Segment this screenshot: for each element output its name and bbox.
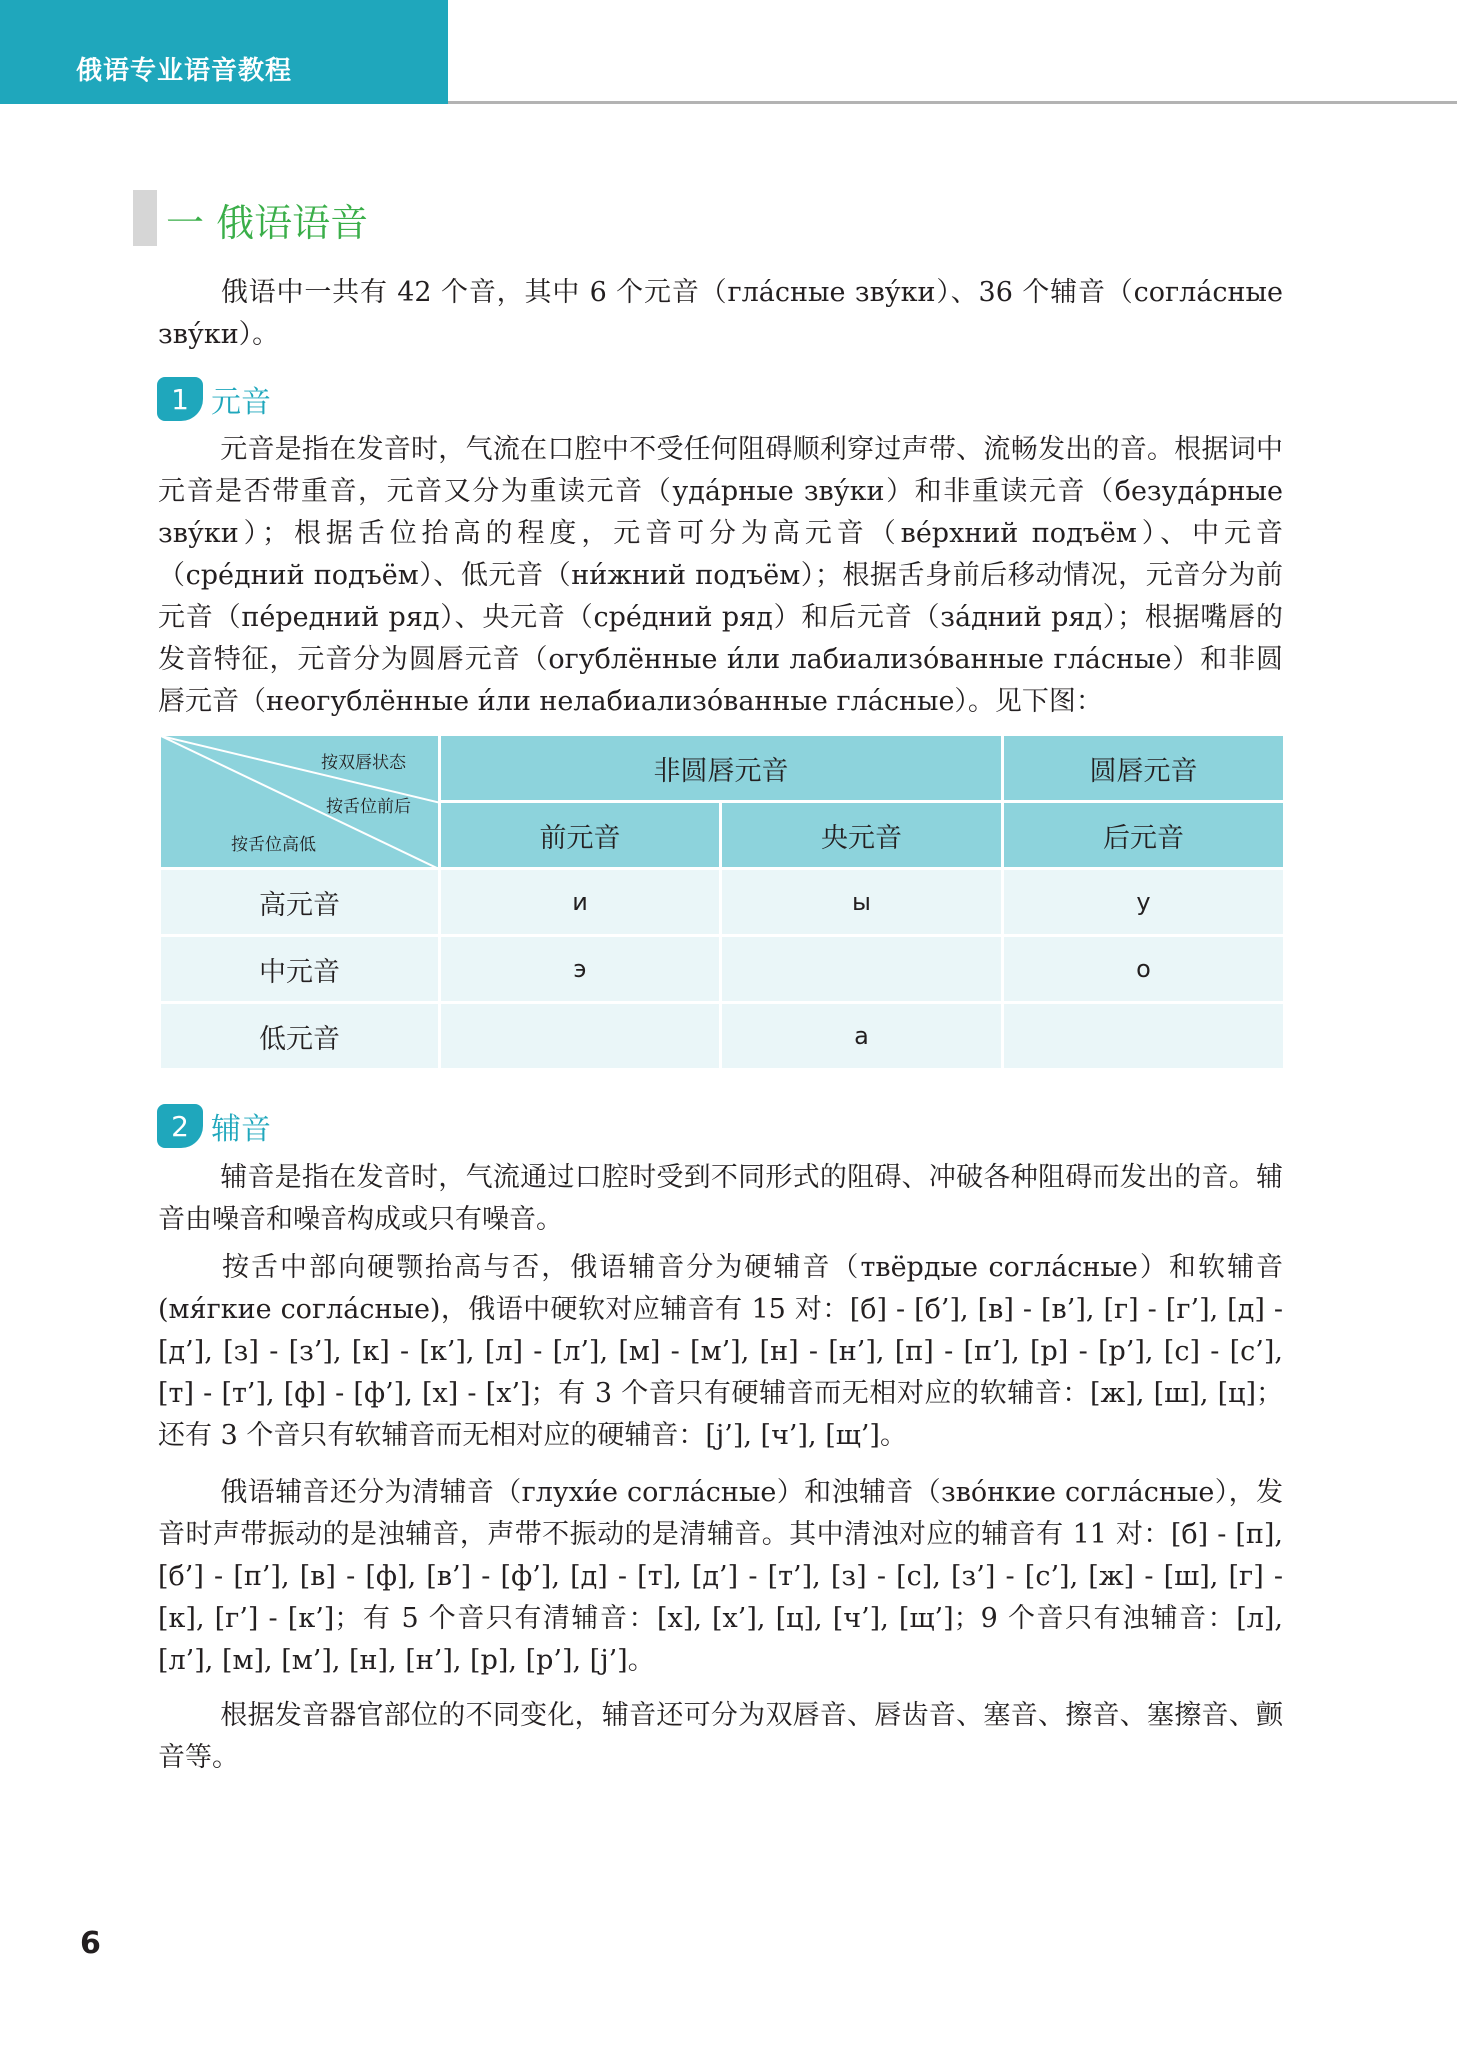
consonants-paragraph-3 — [158, 1472, 1283, 1682]
header-rounded: 圆唇元音 — [1003, 735, 1285, 802]
cell-central: а — [721, 1003, 1003, 1070]
header-unrounded: 非圆唇元音 — [440, 735, 1003, 802]
section-title: 一 俄语语音 — [166, 201, 369, 245]
table-row — [160, 1003, 1285, 1070]
vowels-paragraph — [158, 429, 1283, 723]
table-corner-cell — [160, 735, 440, 869]
book-title: 俄语专业语音教程 — [76, 56, 293, 86]
table-row — [160, 869, 1285, 936]
row-label: 中元音 — [160, 936, 440, 1003]
corner-label-position: 按舌位前后 — [326, 797, 411, 817]
vowel-table — [158, 733, 1286, 1071]
consonants-text-4: 根据发音器官部位的不同变化，辅音还可分为双唇音、唇齿音、塞音、擦音、塞擦音、颤音等。 — [158, 1700, 1283, 1773]
consonants-text-2: 按舌中部向硬颚抬高与否，俄语辅音分为硬辅音（твёрдые согла́сные）和软辅音(мя́гкие согла́сные)，俄语中硬软对应辅音有 15 对：[б] - [б’], [в] - [в’], [г] - [г’], [д] - [д’], [з] - [з’], [к] - [к’], [л] - [л’], [м] - [м’], [н] - [н’], [п] - [п’], [р] - [р’], [с] - [с’], [т] - [т’], [ф] - [ф’], [х] - [х’]；有 3 个音只有硬辅音而无相对应的软辅音：[ж], [ш], [ц]；还有 3 个音只有软辅音而无相对应的硬辅音：[j’], [ч’], [щ’]。 — [158, 1252, 1283, 1451]
cell-front: э — [440, 936, 721, 1003]
cell-central: ы — [721, 869, 1003, 936]
subsection-number: 2 — [157, 1104, 203, 1148]
header-rule — [448, 101, 1457, 104]
cell-back: о — [1003, 936, 1285, 1003]
subsection-vowels — [157, 377, 271, 421]
consonants-paragraph-2 — [158, 1247, 1283, 1457]
cell-front: и — [440, 869, 721, 936]
row-label: 高元音 — [160, 869, 440, 936]
section-marker — [133, 190, 157, 246]
consonants-text-3: 俄语辅音还分为清辅音（глухи́е согла́сные）和浊辅音（зво́нкие согла́сные），发音时声带振动的是浊辅音，声带不振动的是清辅音。其中清浊对应的辅音有 11 对：[б] - [п], [б’] - [п’], [в] - [ф], [в’] - [ф’], [д] - [т], [д’] - [т’], [з] - [с], [з’] - [с’], [ж] - [ш], [г] - [к], [г’] - [к’]；有 5 个音只有清辅音：[х], [х’], [ц], [ч’], [щ’]；9 个音只有浊辅音：[л], [л’], [м], [м’], [н], [н’], [р], [р’], [j’]。 — [158, 1477, 1283, 1676]
cell-front — [440, 1003, 721, 1070]
header-front: 前元音 — [440, 802, 721, 869]
cell-central — [721, 936, 1003, 1003]
intro-paragraph — [158, 272, 1283, 356]
vowels-text: 元音是指在发音时，气流在口腔中不受任何阻碍顺利穿过声带、流畅发出的音。根据词中元音是否带重音，元音又分为重读元音（уда́рные зву́ки）和非重读元音（безуда́рные зву́ки）；根据舌位抬高的程度，元音可分为高元音（ве́рхний подъём）、中元音（сре́дний подъём）、低元音（ни́жний подъём）；根据舌身前后移动情况，元音分为前元音（пе́редний ряд）、央元音（сре́дний ряд）和后元音（за́дний ряд）；根据嘴唇的发音特征，元音分为圆唇元音（огублённые и́ли лабиализо́ванные гла́сные）和非圆唇元音（неогублённые и́ли нелабиализо́ванные гла́сные）。见下图： — [158, 434, 1283, 717]
consonants-paragraph-1 — [158, 1157, 1283, 1241]
cell-back: у — [1003, 869, 1285, 936]
intro-text: 俄语中一共有 42 个音，其中 6 个元音（гла́сные зву́ки）、36 个辅音（согла́сные зву́ки）。 — [158, 277, 1283, 350]
page-number: 6 — [80, 1926, 101, 1961]
corner-label-lip: 按双唇状态 — [321, 753, 406, 773]
table-row — [160, 936, 1285, 1003]
consonants-text-1: 辅音是指在发音时，气流通过口腔时受到不同形式的阻碍、冲破各种阻碍而发出的音。辅音由噪音和噪音构成或只有噪音。 — [158, 1162, 1283, 1235]
header-central: 央元音 — [721, 802, 1003, 869]
subsection-title: 元音 — [211, 385, 271, 420]
row-label: 低元音 — [160, 1003, 440, 1070]
subsection-title: 辅音 — [211, 1112, 271, 1147]
cell-back — [1003, 1003, 1285, 1070]
header-back: 后元音 — [1003, 802, 1285, 869]
corner-label-height: 按舌位高低 — [231, 835, 316, 855]
subsection-consonants — [157, 1104, 271, 1148]
subsection-number: 1 — [157, 377, 203, 421]
consonants-paragraph-4 — [158, 1695, 1283, 1779]
